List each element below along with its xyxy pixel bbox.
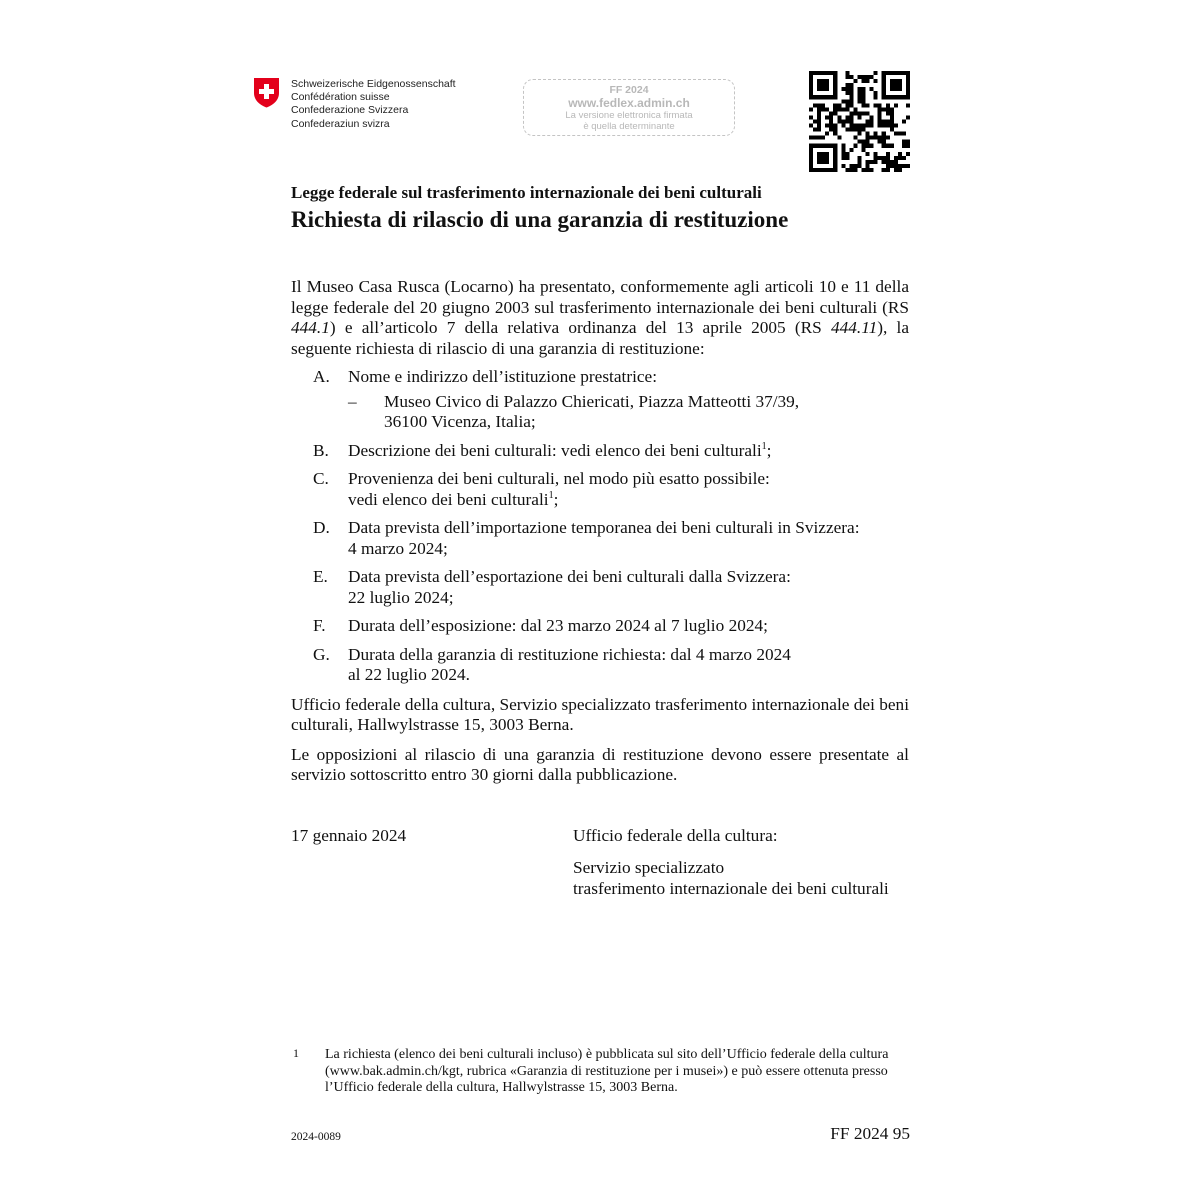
item-text: Descrizione dei beni culturali: vedi elenco dei beni culturali <box>348 440 762 460</box>
page-reference: FF 2024 95 <box>830 1124 910 1143</box>
qr-code-icon <box>809 71 910 172</box>
item-text: Durata dell’esposizione: dal 23 marzo 2024 al 7 luglio 2024; <box>348 616 768 635</box>
signing-office: Ufficio federale della cultura: <box>573 826 778 845</box>
intro-paragraph <box>291 277 909 359</box>
page-title: Richiesta di rilascio di una garanzia di restituzione <box>291 207 789 232</box>
swiss-crest-icon <box>253 77 280 108</box>
footnote-ref[interactable]: 1 <box>548 489 554 501</box>
stamp-line: La versione elettronica firmata <box>565 110 693 121</box>
item-text: Data prevista dell’esportazione dei beni culturali dalla Svizzera: <box>348 567 791 586</box>
list-item <box>291 616 909 637</box>
document-number: 2024-0089 <box>291 1131 341 1143</box>
item-text: 22 luglio 2024; <box>348 587 454 607</box>
intro-text: ), la seguente richiesta di rilascio di una garanzia di restituzione: <box>291 318 909 358</box>
item-text: Durata della garanzia di restituzione richiesta: dal 4 marzo 2024 <box>348 644 791 664</box>
sub-item-text: 36100 Vicenza, Italia; <box>384 412 536 431</box>
intro-text: Il Museo Casa Rusca (Locarno) ha presentato, conformemente agli articoli 10 e 11 della legge federale del 20 giugno 2003 sul trasferimento internazionale dei beni culturali (RS <box>291 277 909 317</box>
item-letter: C. <box>313 469 329 488</box>
list-item <box>291 441 909 462</box>
footnote-ref[interactable]: 1 <box>761 440 767 452</box>
confederation-line: Confederazione Svizzera <box>291 104 409 117</box>
signing-unit <box>573 858 889 899</box>
item-letter: B. <box>313 440 329 460</box>
footnote-number: 1 <box>293 1046 299 1060</box>
objections-paragraph: Le opposizioni al rilascio di una garanzia di restituzione devono essere presentate al servizio sottoscritto entro 30 giorni dalla pubblicazione. <box>291 744 909 784</box>
signing-unit-line: Servizio specializzato <box>573 858 725 877</box>
publication-stamp <box>523 79 735 136</box>
confederation-line: Confédération suisse <box>291 91 390 104</box>
item-text: Provenienza dei beni culturali, nel modo più esatto possibile: <box>348 469 770 488</box>
confederation-line: Confederaziun svizra <box>291 117 390 130</box>
main-body <box>291 277 909 786</box>
issue-date: 17 gennaio 2024 <box>291 826 407 845</box>
item-text: vedi elenco dei beni culturali <box>348 489 549 509</box>
stamp-url[interactable]: www.fedlex.admin.ch <box>568 96 690 110</box>
footnote-text: La richiesta (elenco dei beni culturali incluso) è pubblicata sul sito dell’Ufficio federale della cultura (www.bak.admin.ch/kgt, rubrica «Garanzia di restituzione per i musei») e può essere ottenuta presso l’Ufficio federale della cultura, Hallwylstrasse 15, 3003 Berna. <box>325 1047 889 1095</box>
dash-marker: – <box>348 391 357 411</box>
sub-item <box>348 392 909 433</box>
list-item <box>291 645 909 686</box>
rs-reference: 444.1 <box>291 318 330 337</box>
signing-unit-line: trasferimento internazionale dei beni culturali <box>573 878 889 898</box>
item-letter: A. <box>313 367 330 386</box>
item-text: 4 marzo 2024; <box>348 538 448 558</box>
item-letter: G. <box>313 644 330 664</box>
item-text: Nome e indirizzo dell’istituzione prestatrice: <box>348 367 658 386</box>
request-items <box>291 367 909 686</box>
list-item <box>291 567 909 608</box>
item-letter: F. <box>313 616 326 635</box>
item-letter: D. <box>313 518 330 537</box>
rs-reference: 444.11 <box>830 318 878 337</box>
item-text: Data prevista dell’importazione temporanea dei beni culturali in Svizzera: <box>348 518 860 537</box>
list-item <box>291 367 909 433</box>
item-text: ; <box>553 489 559 509</box>
item-text: al 22 luglio 2024. <box>348 665 470 684</box>
stamp-line: è quella determinante <box>583 121 675 132</box>
law-title: Legge federale sul trasferimento internazionale dei beni culturali <box>291 183 762 202</box>
list-item <box>291 469 909 510</box>
item-text: ; <box>766 440 772 460</box>
intro-text: ) e all’articolo 7 della relativa ordinanza del 13 aprile 2005 (RS <box>329 318 831 337</box>
confederation-line: Schweizerische Eidgenossenschaft <box>291 78 456 90</box>
office-paragraph: Ufficio federale della cultura, Servizio specializzato trasferimento internazionale dei beni culturali, Hallwylstrasse 15, 3003 Berna. <box>291 694 909 734</box>
stamp-line: FF 2024 <box>609 84 649 96</box>
list-item <box>291 518 909 559</box>
item-letter: E. <box>313 567 328 586</box>
sub-item-text: Museo Civico di Palazzo Chiericati, Piazza Matteotti 37/39, <box>384 391 800 411</box>
confederation-names <box>291 78 456 131</box>
